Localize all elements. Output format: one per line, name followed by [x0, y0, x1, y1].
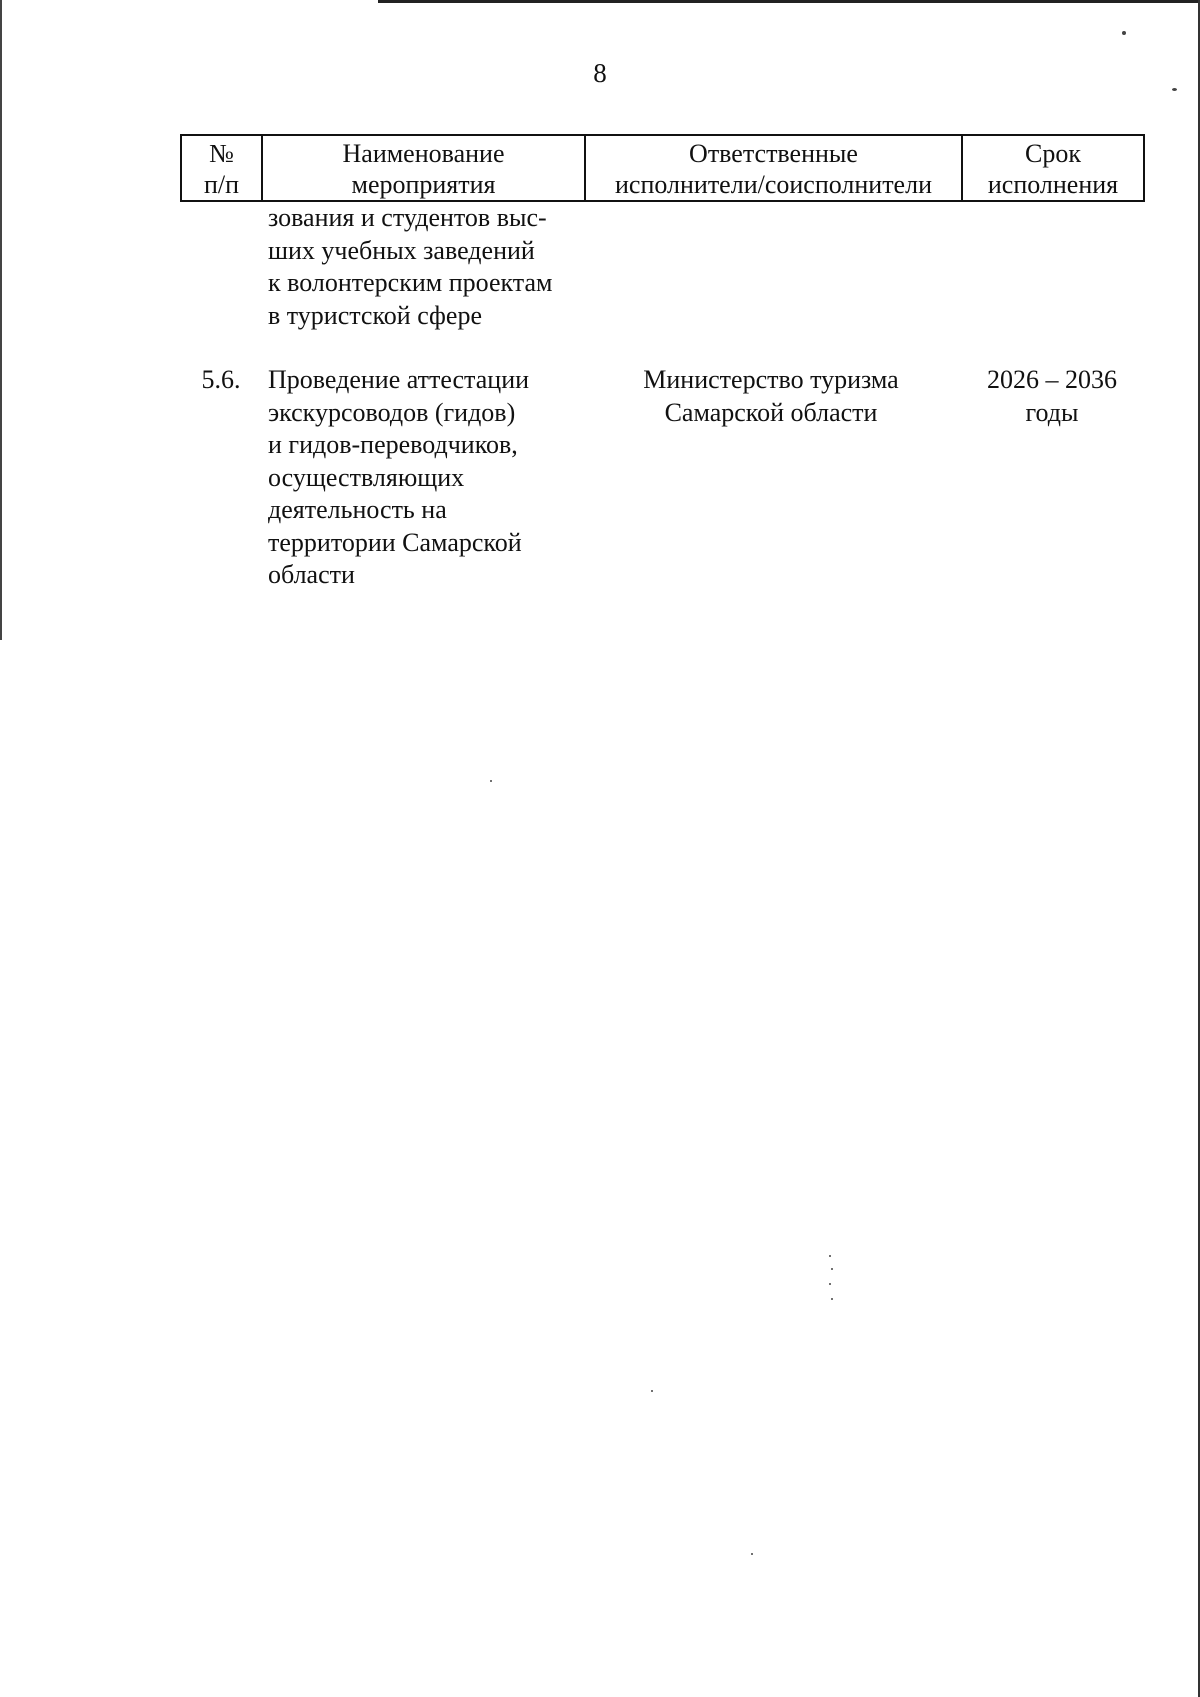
header-event-name-label: Наименование мероприятия: [342, 139, 505, 199]
table-row: [180, 364, 1143, 604]
header-deadline-label: Срок исполнения: [987, 139, 1119, 199]
row-deadline: 2026 – 2036 годы: [987, 365, 1117, 427]
scan-edge-left: [0, 0, 2, 640]
header-responsible: [585, 135, 962, 201]
header-deadline: [962, 135, 1144, 201]
header-row: [181, 135, 1144, 201]
header-number: [181, 135, 262, 201]
continuation-event-name: зования и студентов выс- ших учебных заведений к волонтерским проектам в туристской сфере: [268, 203, 553, 330]
scan-speck: [1172, 88, 1177, 91]
scan-edge-top: [378, 0, 1200, 3]
row-number: 5.6.: [201, 365, 241, 394]
header-responsible-label: Ответственные исполнители/соисполнители: [614, 139, 932, 199]
scan-speck: [751, 1553, 753, 1555]
table-row-continuation: [180, 202, 1143, 337]
row-event-name: Проведение аттестации экскурсоводов (гидов) и гидов-переводчиков, осуществляющих деятельность на территории Самарской области: [268, 365, 530, 589]
scan-speck: [651, 1390, 653, 1392]
page-number: 8: [593, 58, 607, 88]
scan-speck: [1122, 31, 1126, 35]
header-number-label: № п/п: [203, 139, 240, 199]
row-responsible: Министерство туризма Самарской области: [643, 365, 899, 427]
scan-speck: [829, 1283, 831, 1285]
scan-speck: [829, 1255, 831, 1257]
scan-speck: [490, 780, 492, 782]
scan-speck: [831, 1268, 833, 1270]
table-header: [180, 134, 1145, 202]
scan-speck: [831, 1298, 833, 1300]
header-event-name: [262, 135, 585, 201]
